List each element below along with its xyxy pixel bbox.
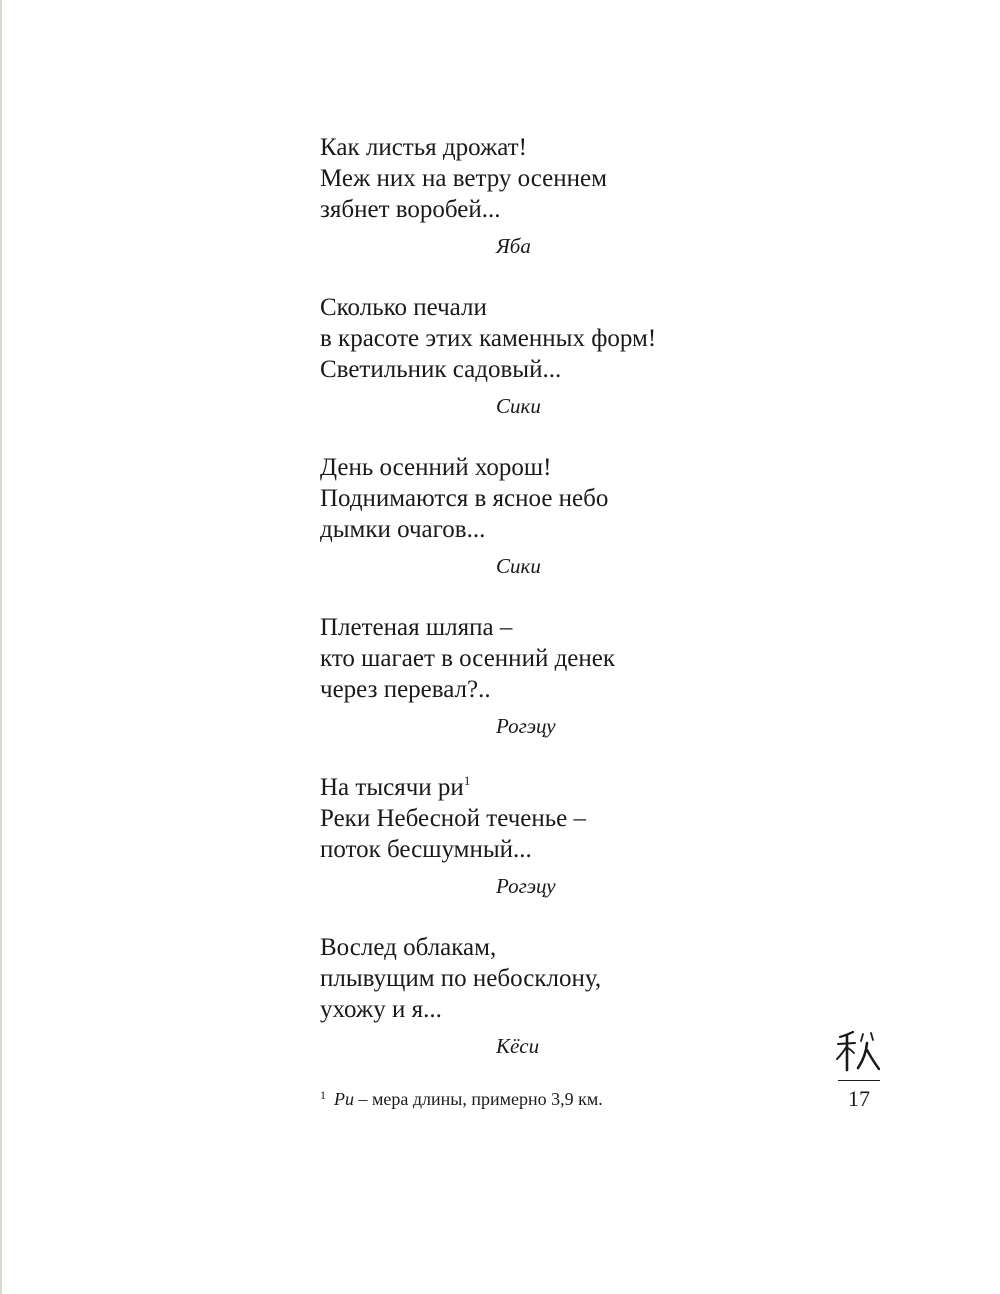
poem-author: Сики xyxy=(496,394,541,418)
poem-author: Сики xyxy=(496,554,541,578)
footnote-number: 1 xyxy=(320,1088,326,1102)
poem-line: в красоте этих каменных форм! xyxy=(320,325,657,352)
poem xyxy=(320,452,840,612)
poems-column xyxy=(320,132,840,1092)
poem-line: Как листья дрожат! xyxy=(320,134,527,161)
footnote xyxy=(320,1088,603,1110)
poem-line xyxy=(320,772,840,803)
poem xyxy=(320,772,840,932)
poem-author: Рогэцу xyxy=(496,714,556,738)
poem xyxy=(320,932,840,1092)
poem-line: Реки Небесной теченье – xyxy=(320,805,587,832)
footnote-term: Ри xyxy=(334,1089,354,1109)
poem-line: Светильник садовый... xyxy=(320,356,562,383)
poem xyxy=(320,292,840,452)
page-number-rule xyxy=(838,1080,880,1081)
poem-line: Сколько печали xyxy=(320,294,487,321)
page-number: 17 xyxy=(848,1086,870,1111)
poem-author: Рогэцу xyxy=(496,874,556,898)
footnote-text: – мера длины, примерно 3,9 км. xyxy=(354,1089,603,1109)
poem-line: через перевал?.. xyxy=(320,676,491,703)
poem-line: ухожу и я... xyxy=(320,996,442,1023)
poem-line: кто шагает в осенний денек xyxy=(320,645,616,672)
footnote-mark: 1 xyxy=(463,773,471,788)
poem-line: поток бесшумный... xyxy=(320,836,532,863)
poem xyxy=(320,132,840,292)
poem-line: День осенний хорош! xyxy=(320,454,552,481)
poem-line: Плетеная шляпа – xyxy=(320,614,513,641)
page-edge xyxy=(0,0,2,1294)
poem-author: Яба xyxy=(496,234,531,258)
poem-line: Меж них на ветру осеннем xyxy=(320,165,607,192)
poem-line: дымки очагов... xyxy=(320,516,486,543)
poem-author: Кёси xyxy=(496,1034,540,1058)
poem-line-text: На тысячи ри xyxy=(320,774,464,801)
poem-line: плывущим по небосклону, xyxy=(320,965,602,992)
autumn-kanji-icon xyxy=(836,1028,880,1072)
poem-line: Поднимаются в ясное небо xyxy=(320,485,609,512)
poem xyxy=(320,612,840,772)
poem-line: Вослед облакам, xyxy=(320,934,497,961)
poem-line: зябнет воробей... xyxy=(320,196,501,223)
